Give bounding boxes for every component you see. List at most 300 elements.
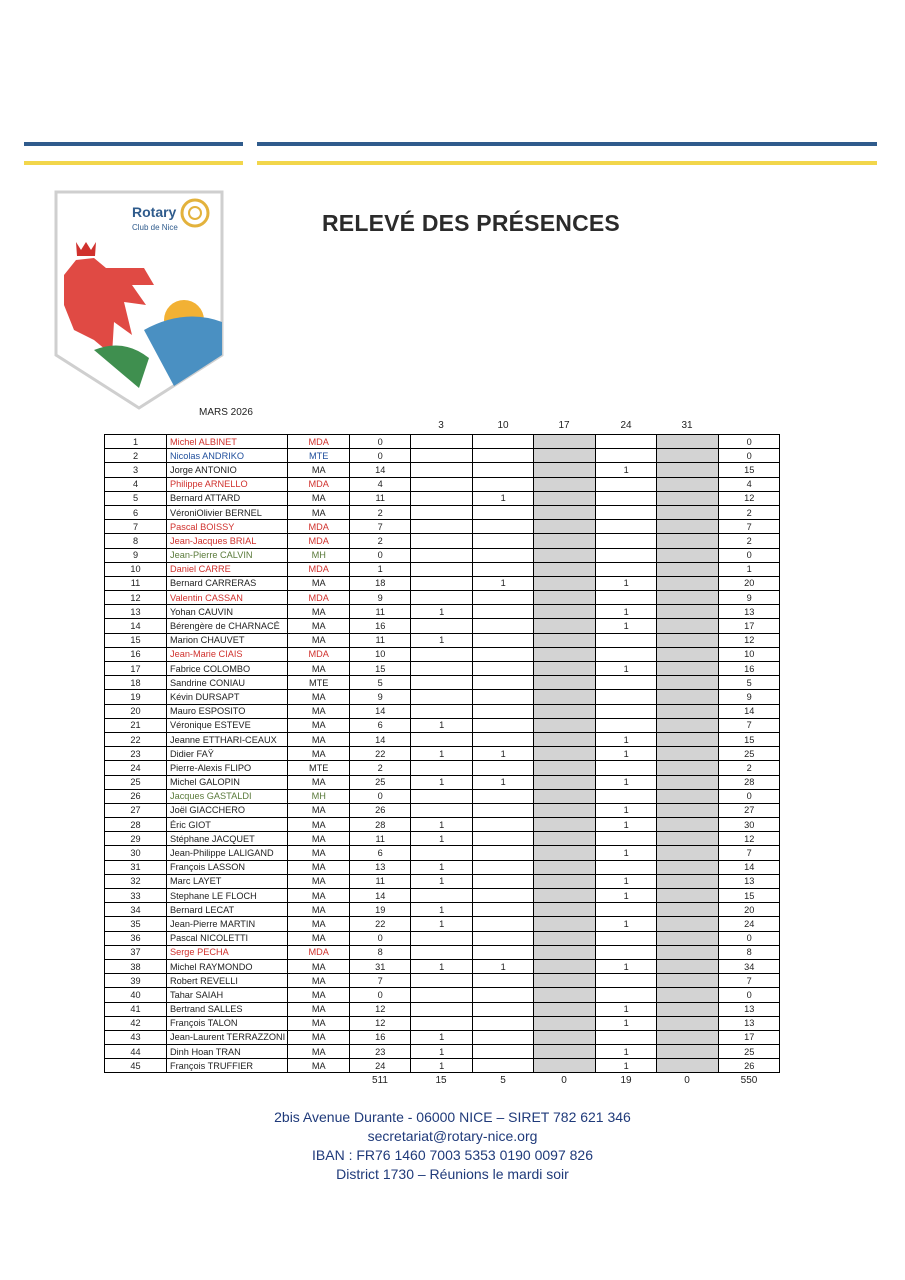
cell-name: Michel RAYMONDO: [167, 959, 288, 973]
cell-total: 15: [719, 463, 780, 477]
cell-total: 0: [719, 449, 780, 463]
total-d17: 0: [561, 1075, 567, 1086]
cell-total: 27: [719, 803, 780, 817]
cell-d31: [657, 520, 719, 534]
cell-total: 16: [719, 662, 780, 676]
table-row: [105, 491, 780, 505]
cell-d10: [473, 803, 534, 817]
cell-cat: MA: [288, 818, 350, 832]
table-row: [105, 789, 780, 803]
table-row: [105, 591, 780, 605]
cell-prev: 23: [350, 1045, 411, 1059]
cell-d17: [534, 931, 596, 945]
cell-n: 44: [105, 1045, 167, 1059]
cell-n: 9: [105, 548, 167, 562]
cell-prev: 6: [350, 718, 411, 732]
cell-total: 25: [719, 747, 780, 761]
logo-wordmark: Rotary: [132, 204, 177, 220]
rotary-logo: [54, 190, 224, 410]
cell-d3: 1: [411, 1045, 473, 1059]
cell-name: Éric GIOT: [167, 818, 288, 832]
cell-name: Jeanne ETTHARI-CEAUX: [167, 732, 288, 746]
month-label: MARS 2026: [199, 407, 253, 418]
table-row: [105, 931, 780, 945]
cell-d10: [473, 605, 534, 619]
cell-prev: 11: [350, 832, 411, 846]
total-prev: 511: [372, 1075, 388, 1086]
cell-prev: 26: [350, 803, 411, 817]
cell-d17: [534, 903, 596, 917]
cell-d17: [534, 1059, 596, 1073]
cell-d24: 1: [596, 917, 657, 931]
cell-name: Daniel CARRE: [167, 562, 288, 576]
cell-n: 25: [105, 775, 167, 789]
cell-name: Bernard LECAT: [167, 903, 288, 917]
cell-d31: [657, 959, 719, 973]
table-row: [105, 1016, 780, 1030]
page-title: RELEVÉ DES PRÉSENCES: [322, 210, 620, 236]
cell-d24: 1: [596, 732, 657, 746]
table-row: [105, 676, 780, 690]
cell-cat: MA: [288, 505, 350, 519]
cell-d10: [473, 832, 534, 846]
cell-d31: [657, 761, 719, 775]
cell-d31: [657, 633, 719, 647]
cell-d10: [473, 591, 534, 605]
cell-n: 40: [105, 988, 167, 1002]
cell-d24: [596, 903, 657, 917]
cell-prev: 18: [350, 576, 411, 590]
cell-d10: [473, 548, 534, 562]
cell-name: Michel ALBINET: [167, 435, 288, 449]
date-header-10: 10: [497, 420, 509, 431]
cell-n: 30: [105, 846, 167, 860]
cell-prev: 24: [350, 1059, 411, 1073]
cell-cat: MA: [288, 605, 350, 619]
cell-name: Fabrice COLOMBO: [167, 662, 288, 676]
cell-d17: [534, 1002, 596, 1016]
cell-total: 17: [719, 1030, 780, 1044]
cell-name: Nicolas ANDRIKO: [167, 449, 288, 463]
cell-total: 20: [719, 576, 780, 590]
table-row: [105, 860, 780, 874]
cell-name: Jean-Philippe LALIGAND: [167, 846, 288, 860]
attendance-table: [104, 434, 780, 1073]
cell-prev: 22: [350, 747, 411, 761]
table-row: [105, 761, 780, 775]
cell-cat: MA: [288, 747, 350, 761]
cell-name: Jean-Pierre CALVIN: [167, 548, 288, 562]
cell-d3: [411, 591, 473, 605]
cell-cat: MA: [288, 860, 350, 874]
cell-n: 42: [105, 1016, 167, 1030]
cell-d24: [596, 505, 657, 519]
cell-d31: [657, 945, 719, 959]
table-row: [105, 505, 780, 519]
cell-total: 5: [719, 676, 780, 690]
cell-d31: [657, 491, 719, 505]
cell-n: 2: [105, 449, 167, 463]
cell-prev: 7: [350, 974, 411, 988]
table-row: [105, 889, 780, 903]
cell-total: 7: [719, 846, 780, 860]
cell-d17: [534, 449, 596, 463]
cell-n: 15: [105, 633, 167, 647]
cell-n: 17: [105, 662, 167, 676]
cell-d24: [596, 548, 657, 562]
cell-total: 14: [719, 860, 780, 874]
cell-d3: [411, 619, 473, 633]
cell-name: Michel GALOPIN: [167, 775, 288, 789]
cell-prev: 13: [350, 860, 411, 874]
cell-prev: 6: [350, 846, 411, 860]
cell-d10: [473, 917, 534, 931]
cell-prev: 12: [350, 1016, 411, 1030]
header-bar-yellow-left: [24, 161, 243, 165]
cell-name: Serge PECHA: [167, 945, 288, 959]
cell-n: 12: [105, 591, 167, 605]
table-row: [105, 832, 780, 846]
cell-d3: [411, 534, 473, 548]
cell-d24: [596, 690, 657, 704]
cell-d24: 1: [596, 959, 657, 973]
cell-d24: [596, 449, 657, 463]
cell-d31: [657, 747, 719, 761]
cell-d31: [657, 548, 719, 562]
cell-n: 33: [105, 889, 167, 903]
cell-name: Robert REVELLI: [167, 974, 288, 988]
cell-total: 10: [719, 647, 780, 661]
cell-d31: [657, 1059, 719, 1073]
cell-total: 12: [719, 491, 780, 505]
cell-d24: [596, 435, 657, 449]
cell-cat: MA: [288, 917, 350, 931]
cell-n: 37: [105, 945, 167, 959]
cell-d31: [657, 505, 719, 519]
table-row: [105, 959, 780, 973]
cell-total: 2: [719, 761, 780, 775]
cell-name: Stephane LE FLOCH: [167, 889, 288, 903]
cell-d3: [411, 789, 473, 803]
cell-d10: [473, 676, 534, 690]
cell-d3: [411, 945, 473, 959]
cell-d3: [411, 463, 473, 477]
table-row: [105, 747, 780, 761]
cell-d17: [534, 562, 596, 576]
cell-cat: MA: [288, 1002, 350, 1016]
cell-prev: 11: [350, 874, 411, 888]
cell-d3: [411, 662, 473, 676]
cell-d10: [473, 818, 534, 832]
cell-total: 0: [719, 548, 780, 562]
cell-d10: [473, 662, 534, 676]
cell-d24: 1: [596, 662, 657, 676]
cell-cat: MA: [288, 988, 350, 1002]
cell-prev: 31: [350, 959, 411, 973]
cell-d10: [473, 761, 534, 775]
cell-d3: [411, 449, 473, 463]
table-row: [105, 1002, 780, 1016]
cell-name: Mauro ESPOSITO: [167, 704, 288, 718]
cell-total: 0: [719, 931, 780, 945]
cell-d3: 1: [411, 775, 473, 789]
cell-prev: 1: [350, 562, 411, 576]
cell-n: 7: [105, 520, 167, 534]
cell-d10: [473, 945, 534, 959]
cell-d17: [534, 889, 596, 903]
cell-n: 32: [105, 874, 167, 888]
cell-d24: 1: [596, 1002, 657, 1016]
cell-d10: [473, 931, 534, 945]
cell-n: 22: [105, 732, 167, 746]
cell-name: Bernard CARRERAS: [167, 576, 288, 590]
cell-name: Yohan CAUVIN: [167, 605, 288, 619]
table-row: [105, 988, 780, 1002]
cell-d24: [596, 520, 657, 534]
cell-n: 43: [105, 1030, 167, 1044]
cell-n: 20: [105, 704, 167, 718]
cell-d31: [657, 874, 719, 888]
cell-d17: [534, 548, 596, 562]
table-row: [105, 704, 780, 718]
cell-total: 25: [719, 1045, 780, 1059]
cell-n: 31: [105, 860, 167, 874]
cell-d3: [411, 477, 473, 491]
cell-d3: [411, 988, 473, 1002]
cell-n: 38: [105, 959, 167, 973]
header-bar-yellow-right: [257, 161, 877, 165]
cell-d17: [534, 761, 596, 775]
cell-d3: [411, 647, 473, 661]
cell-cat: MA: [288, 633, 350, 647]
cell-prev: 19: [350, 903, 411, 917]
cell-d31: [657, 789, 719, 803]
cell-total: 7: [719, 974, 780, 988]
cell-d3: 1: [411, 1030, 473, 1044]
cell-total: 13: [719, 1016, 780, 1030]
total-d31: 0: [684, 1075, 690, 1086]
cell-d31: [657, 1016, 719, 1030]
cell-name: Jean-Laurent TERRAZZONI: [167, 1030, 288, 1044]
cell-d24: 1: [596, 1045, 657, 1059]
cell-total: 2: [719, 534, 780, 548]
cell-d31: [657, 463, 719, 477]
cell-d10: [473, 704, 534, 718]
cell-d10: [473, 435, 534, 449]
cell-d3: 1: [411, 633, 473, 647]
cell-d24: [596, 1030, 657, 1044]
cell-d10: [473, 860, 534, 874]
cell-d24: 1: [596, 619, 657, 633]
total-d3: 15: [435, 1075, 447, 1086]
cell-prev: 22: [350, 917, 411, 931]
cell-cat: MDA: [288, 534, 350, 548]
cell-d17: [534, 818, 596, 832]
cell-prev: 14: [350, 463, 411, 477]
cell-d17: [534, 846, 596, 860]
table-row: [105, 917, 780, 931]
cell-n: 1: [105, 435, 167, 449]
cell-prev: 5: [350, 676, 411, 690]
table-row: [105, 1059, 780, 1073]
cell-d10: [473, 633, 534, 647]
header-bar-blue-left: [24, 142, 243, 146]
cell-d31: [657, 803, 719, 817]
cell-d24: [596, 945, 657, 959]
cell-name: Bérengère de CHARNACÉ: [167, 619, 288, 633]
cell-d3: 1: [411, 747, 473, 761]
cell-d24: [596, 562, 657, 576]
cell-d17: [534, 662, 596, 676]
cell-name: Sandrine CONIAU: [167, 676, 288, 690]
cell-total: 12: [719, 832, 780, 846]
cell-d24: [596, 832, 657, 846]
cell-prev: 14: [350, 732, 411, 746]
cell-prev: 0: [350, 988, 411, 1002]
cell-name: Jorge ANTONIO: [167, 463, 288, 477]
table-row: [105, 605, 780, 619]
cell-name: François TRUFFIER: [167, 1059, 288, 1073]
cell-d10: [473, 988, 534, 1002]
cell-cat: MA: [288, 832, 350, 846]
cell-total: 7: [719, 718, 780, 732]
cell-d10: [473, 477, 534, 491]
cell-d17: [534, 477, 596, 491]
cell-d17: [534, 775, 596, 789]
cell-cat: MA: [288, 576, 350, 590]
cell-d10: [473, 846, 534, 860]
cell-total: 20: [719, 903, 780, 917]
cell-d24: 1: [596, 846, 657, 860]
cell-d17: [534, 463, 596, 477]
cell-cat: MTE: [288, 449, 350, 463]
table-row: [105, 619, 780, 633]
cell-d10: [473, 718, 534, 732]
cell-total: 14: [719, 704, 780, 718]
table-row: [105, 1030, 780, 1044]
cell-d24: [596, 534, 657, 548]
cell-d31: [657, 435, 719, 449]
cell-d31: [657, 662, 719, 676]
cell-d3: [411, 1016, 473, 1030]
cell-cat: MH: [288, 548, 350, 562]
cell-d3: [411, 435, 473, 449]
cell-prev: 2: [350, 761, 411, 775]
cell-d31: [657, 860, 719, 874]
cell-cat: MTE: [288, 761, 350, 775]
cell-n: 45: [105, 1059, 167, 1073]
cell-n: 26: [105, 789, 167, 803]
cell-d31: [657, 647, 719, 661]
cell-total: 9: [719, 591, 780, 605]
cell-cat: MDA: [288, 591, 350, 605]
cell-prev: 12: [350, 1002, 411, 1016]
cell-total: 1: [719, 562, 780, 576]
cell-d31: [657, 988, 719, 1002]
cell-prev: 9: [350, 591, 411, 605]
cell-total: 30: [719, 818, 780, 832]
cell-name: VéroniOlivier BERNEL: [167, 505, 288, 519]
table-row: [105, 690, 780, 704]
cell-d17: [534, 1045, 596, 1059]
cell-d3: 1: [411, 874, 473, 888]
cell-d31: [657, 903, 719, 917]
cell-d31: [657, 605, 719, 619]
cell-n: 35: [105, 917, 167, 931]
cell-d3: 1: [411, 1059, 473, 1073]
table-row: [105, 633, 780, 647]
table-row: [105, 520, 780, 534]
logo-subtitle: Club de Nice: [132, 223, 178, 232]
cell-cat: MA: [288, 718, 350, 732]
footer-email: secretariat@rotary-nice.org: [367, 1128, 538, 1144]
cell-prev: 14: [350, 704, 411, 718]
cell-prev: 25: [350, 775, 411, 789]
cell-d10: [473, 534, 534, 548]
cell-name: Philippe ARNELLO: [167, 477, 288, 491]
cell-total: 24: [719, 917, 780, 931]
cell-d31: [657, 562, 719, 576]
cell-d31: [657, 704, 719, 718]
cell-d17: [534, 491, 596, 505]
table-row: [105, 562, 780, 576]
cell-d3: [411, 846, 473, 860]
cell-d3: [411, 704, 473, 718]
cell-d10: [473, 562, 534, 576]
cell-cat: MDA: [288, 945, 350, 959]
cell-d31: [657, 718, 719, 732]
cell-cat: MA: [288, 889, 350, 903]
table-row: [105, 548, 780, 562]
cell-d17: [534, 945, 596, 959]
cell-n: 18: [105, 676, 167, 690]
table-row: [105, 846, 780, 860]
cell-d10: 1: [473, 576, 534, 590]
cell-d10: [473, 732, 534, 746]
cell-prev: 0: [350, 931, 411, 945]
header-bar-blue-right: [257, 142, 877, 146]
cell-d17: [534, 832, 596, 846]
cell-name: Jean-Marie CIAIS: [167, 647, 288, 661]
cell-total: 17: [719, 619, 780, 633]
cell-d17: [534, 505, 596, 519]
table-row: [105, 775, 780, 789]
cell-name: Marc LAYET: [167, 874, 288, 888]
cell-d24: [596, 491, 657, 505]
cell-cat: MDA: [288, 647, 350, 661]
cell-d3: 1: [411, 605, 473, 619]
cell-cat: MH: [288, 789, 350, 803]
cell-d24: 1: [596, 1016, 657, 1030]
cell-d3: [411, 576, 473, 590]
cell-d3: [411, 520, 473, 534]
cell-name: Véronique ESTEVE: [167, 718, 288, 732]
cell-total: 2: [719, 505, 780, 519]
cell-d10: 1: [473, 775, 534, 789]
cell-d24: 1: [596, 818, 657, 832]
cell-d17: [534, 591, 596, 605]
cell-total: 0: [719, 789, 780, 803]
cell-name: Stéphane JACQUET: [167, 832, 288, 846]
cell-cat: MA: [288, 903, 350, 917]
cell-name: François LASSON: [167, 860, 288, 874]
cell-prev: 4: [350, 477, 411, 491]
cell-prev: 11: [350, 605, 411, 619]
table-row: [105, 463, 780, 477]
cell-d24: 1: [596, 874, 657, 888]
cell-d17: [534, 576, 596, 590]
table-row: [105, 576, 780, 590]
